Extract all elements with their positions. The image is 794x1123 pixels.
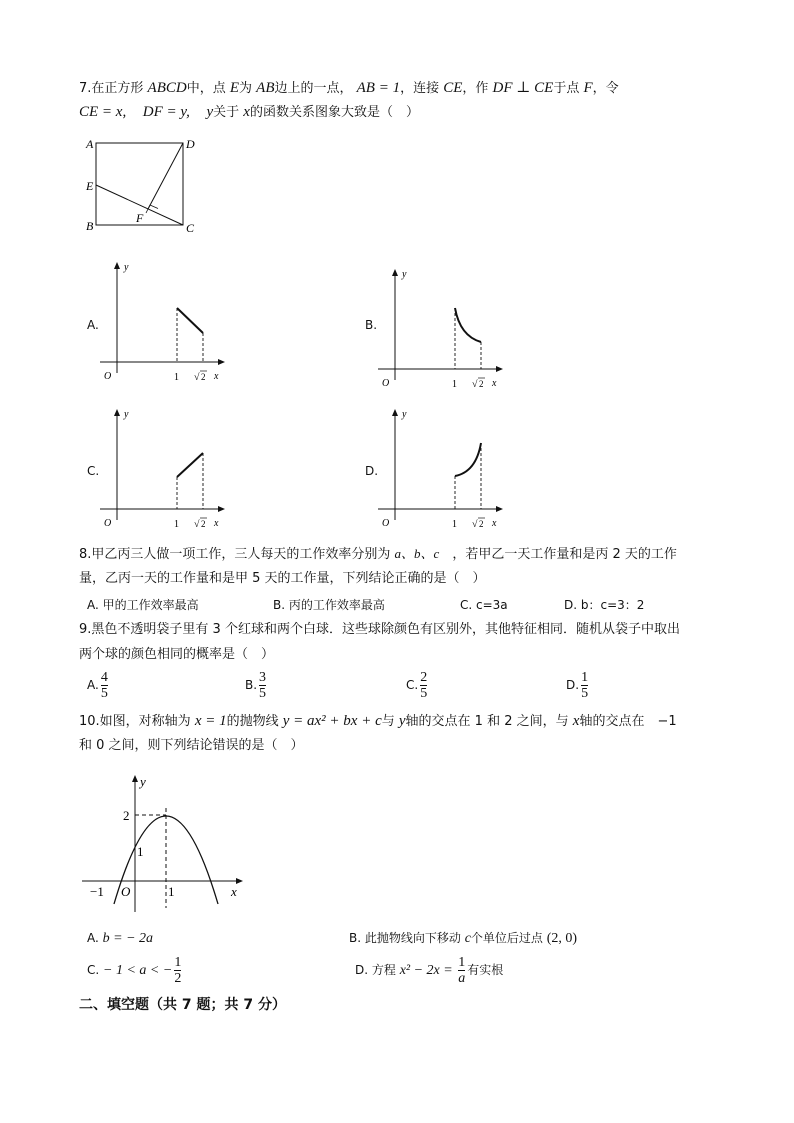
label-a: A [86, 137, 94, 151]
label-e: E [86, 179, 94, 193]
label-x: x [214, 518, 219, 529]
section-2-title: 二、填空题（共 7 题；共 7 分） [79, 997, 286, 1013]
y-axis-arrow [392, 269, 398, 276]
option-label: D. [566, 678, 580, 692]
q10-option-c[interactable] [87, 956, 183, 985]
q9-option-b[interactable] [245, 671, 268, 700]
q9-option-d[interactable] [566, 671, 590, 700]
q10-text: 10.如图，对称轴为 [79, 714, 195, 729]
fraction [259, 671, 266, 700]
q7-option-d-label[interactable]: D. [365, 464, 379, 478]
q7-text: 边上的一点， [274, 81, 357, 96]
q10-option-d[interactable] [355, 956, 503, 985]
q7-stem-line2 [79, 102, 419, 123]
segment-df [148, 143, 183, 209]
label-o: O [382, 378, 390, 389]
graph-label-1: 1 [137, 844, 144, 859]
label-d: D [186, 137, 195, 151]
option-text: 有实根 [467, 963, 504, 977]
q7-graph-b[interactable] [378, 265, 508, 395]
y-axis-arrow [392, 409, 398, 416]
denominator: 5 [259, 686, 267, 701]
q7-graph-c[interactable] [100, 405, 230, 535]
label-y: y [402, 409, 407, 420]
graph-label-x: x [231, 884, 237, 899]
option-label: A. [87, 678, 99, 692]
y-axis-arrow [132, 775, 138, 782]
fraction [101, 671, 108, 700]
q7-graph-a[interactable] [100, 258, 230, 388]
q10-math: x = 1 [194, 713, 227, 729]
option-label: B. [245, 678, 258, 692]
label-f: F [136, 211, 144, 225]
label-1: 1 [174, 519, 179, 530]
q7-text: 为 [239, 81, 257, 96]
option-text: 个单位后过点 [470, 931, 547, 945]
fraction [174, 956, 181, 985]
numerator: 1 [581, 670, 589, 685]
label-1: 1 [452, 379, 457, 390]
denominator: a [458, 971, 466, 986]
graph-label-neg1: −1 [90, 884, 104, 899]
q7-square-figure [80, 135, 210, 240]
q9-option-c[interactable] [406, 671, 429, 700]
numerator: 4 [100, 670, 108, 685]
option-math: x² − 2x = [399, 963, 457, 978]
label-o: O [104, 371, 112, 382]
q9-stem-line2: 两个球的颜色相同的概率是（ ） [79, 647, 275, 662]
graph-label-o: O [121, 884, 131, 899]
q7-math: CE = x, [79, 104, 127, 120]
function-curve [455, 443, 481, 476]
q8-stem-line2: 量，乙丙一天的工作量和是甲 5 天的工作量，下列结论正确的是（ ） [79, 571, 486, 586]
q7-math: AB [256, 80, 275, 96]
q9-option-a[interactable] [87, 671, 110, 700]
function-curve [177, 308, 203, 333]
q8-text: 8.甲乙丙三人做一项工作，三人每天的工作效率分别为 [79, 547, 395, 562]
label-sqrt2: 2 [201, 372, 206, 382]
q7-math: y [206, 104, 214, 120]
q8-option-d[interactable]: D. b：c=3：2 [564, 598, 645, 612]
q10-stem-line2: 和 0 之间，则下列结论错误的是（ ） [79, 738, 304, 753]
q10-text: 轴的交点在 −1 [579, 714, 677, 729]
q8-option-a[interactable]: A. 甲的工作效率最高 [87, 598, 199, 612]
q7-graph-d[interactable] [378, 405, 508, 535]
graph-label-2: 2 [123, 808, 130, 823]
numerator: 1 [174, 955, 182, 970]
numerator: 3 [259, 670, 267, 685]
denominator: 5 [100, 686, 108, 701]
denominator: 5 [581, 686, 589, 701]
right-angle-mark [146, 205, 158, 213]
q7-math: DF ⊥ CE [492, 80, 554, 96]
x-axis-arrow [496, 506, 503, 512]
q8-text: ，若甲乙一天工作量和是丙 2 天的工作 [439, 547, 677, 562]
q7-text: 中，点 [186, 81, 230, 96]
option-label: C. [87, 963, 104, 977]
q7-text: 的函数关系图象大致是（ ） [249, 105, 419, 120]
label-1: 1 [452, 519, 457, 530]
option-point: (2, 0) [546, 931, 578, 946]
q7-text: 7.在正方形 [79, 81, 148, 96]
label-x: x [214, 371, 219, 382]
option-math: c [464, 931, 471, 946]
q8-vars: a、b、c [394, 546, 440, 561]
option-math: b = − 2a [102, 931, 154, 946]
q8-option-b[interactable]: B. 丙的工作效率最高 [273, 598, 385, 612]
q7-math: F [583, 80, 593, 96]
label-sqrt2: 2 [479, 519, 484, 529]
q7-option-c-label[interactable]: C. [87, 464, 100, 478]
q7-math: DF = y, [142, 104, 190, 120]
graph-label-x1: 1 [168, 884, 175, 899]
label-y: y [402, 269, 407, 280]
x-axis-arrow [236, 878, 243, 884]
q7-text: ，连接 [400, 81, 444, 96]
label-1: 1 [174, 372, 179, 383]
option-label: C. [406, 678, 419, 692]
q10-math: x [572, 713, 580, 729]
q10-math: y [398, 713, 406, 729]
q7-math: CE [443, 80, 463, 96]
q10-text: 轴的交点在 1 和 2 之间，与 [405, 714, 573, 729]
label-sqrt-sign: √ [472, 379, 478, 390]
option-label: B. 此抛物线向下移动 [349, 931, 465, 945]
function-curve [177, 453, 203, 477]
label-sqrt-sign: √ [194, 519, 200, 530]
label-x: x [492, 378, 497, 389]
label-o: O [104, 518, 112, 529]
label-sqrt-sign: √ [472, 519, 478, 530]
denominator: 2 [174, 971, 182, 986]
q10-stem-line1 [79, 711, 677, 732]
numerator: 1 [458, 955, 466, 970]
label-b: B [86, 219, 94, 233]
q7-math: AB = 1 [356, 80, 401, 96]
q7-math: E [229, 80, 240, 96]
q10-text: 的抛物线 [226, 714, 283, 729]
x-axis-arrow [218, 506, 225, 512]
q10-option-b[interactable] [349, 929, 577, 948]
fraction [420, 671, 427, 700]
q7-text: ，令 [592, 81, 619, 96]
label-o: O [382, 518, 390, 529]
option-label: D. 方程 [355, 963, 400, 977]
label-sqrt-sign: √ [194, 372, 200, 383]
q7-option-a-label[interactable]: A. [87, 318, 99, 332]
label-y: y [124, 262, 129, 273]
option-math: − 1 < a < − [103, 963, 173, 978]
q10-parabola-graph [78, 772, 248, 917]
q10-text: 与 [381, 714, 399, 729]
denominator: 5 [420, 686, 428, 701]
x-axis-arrow [218, 359, 225, 365]
q9-stem-line1: 9.黑色不透明袋子里有 3 个红球和两个白球．这些球除颜色有区别外，其他特征相同．随机从袋子中取出 [79, 622, 680, 637]
q8-option-c[interactable]: C. c=3a [460, 598, 508, 612]
label-sqrt2: 2 [479, 379, 484, 389]
y-axis-arrow [114, 262, 120, 269]
fraction [581, 671, 588, 700]
function-curve [455, 308, 481, 342]
label-c: C [186, 221, 195, 235]
x-axis-arrow [496, 366, 503, 372]
q7-math: x [243, 104, 250, 120]
label-y: y [124, 409, 129, 420]
q7-text: 关于 [213, 105, 244, 120]
option-label: A. [87, 931, 103, 945]
q10-option-a[interactable] [87, 929, 153, 948]
q7-stem-line1 [79, 78, 619, 99]
fraction [458, 956, 465, 985]
q7-text: 于点 [553, 81, 584, 96]
q7-math: ABCD [147, 80, 187, 96]
q7-option-b-label[interactable]: B. [365, 318, 378, 332]
y-axis-arrow [114, 409, 120, 416]
q7-text: ，作 [462, 81, 493, 96]
label-sqrt2: 2 [201, 519, 206, 529]
graph-label-y: y [140, 774, 146, 789]
q10-math: y = ax² + bx + c [282, 713, 382, 729]
label-x: x [492, 518, 497, 529]
q8-stem-line1 [79, 544, 677, 565]
numerator: 2 [420, 670, 428, 685]
